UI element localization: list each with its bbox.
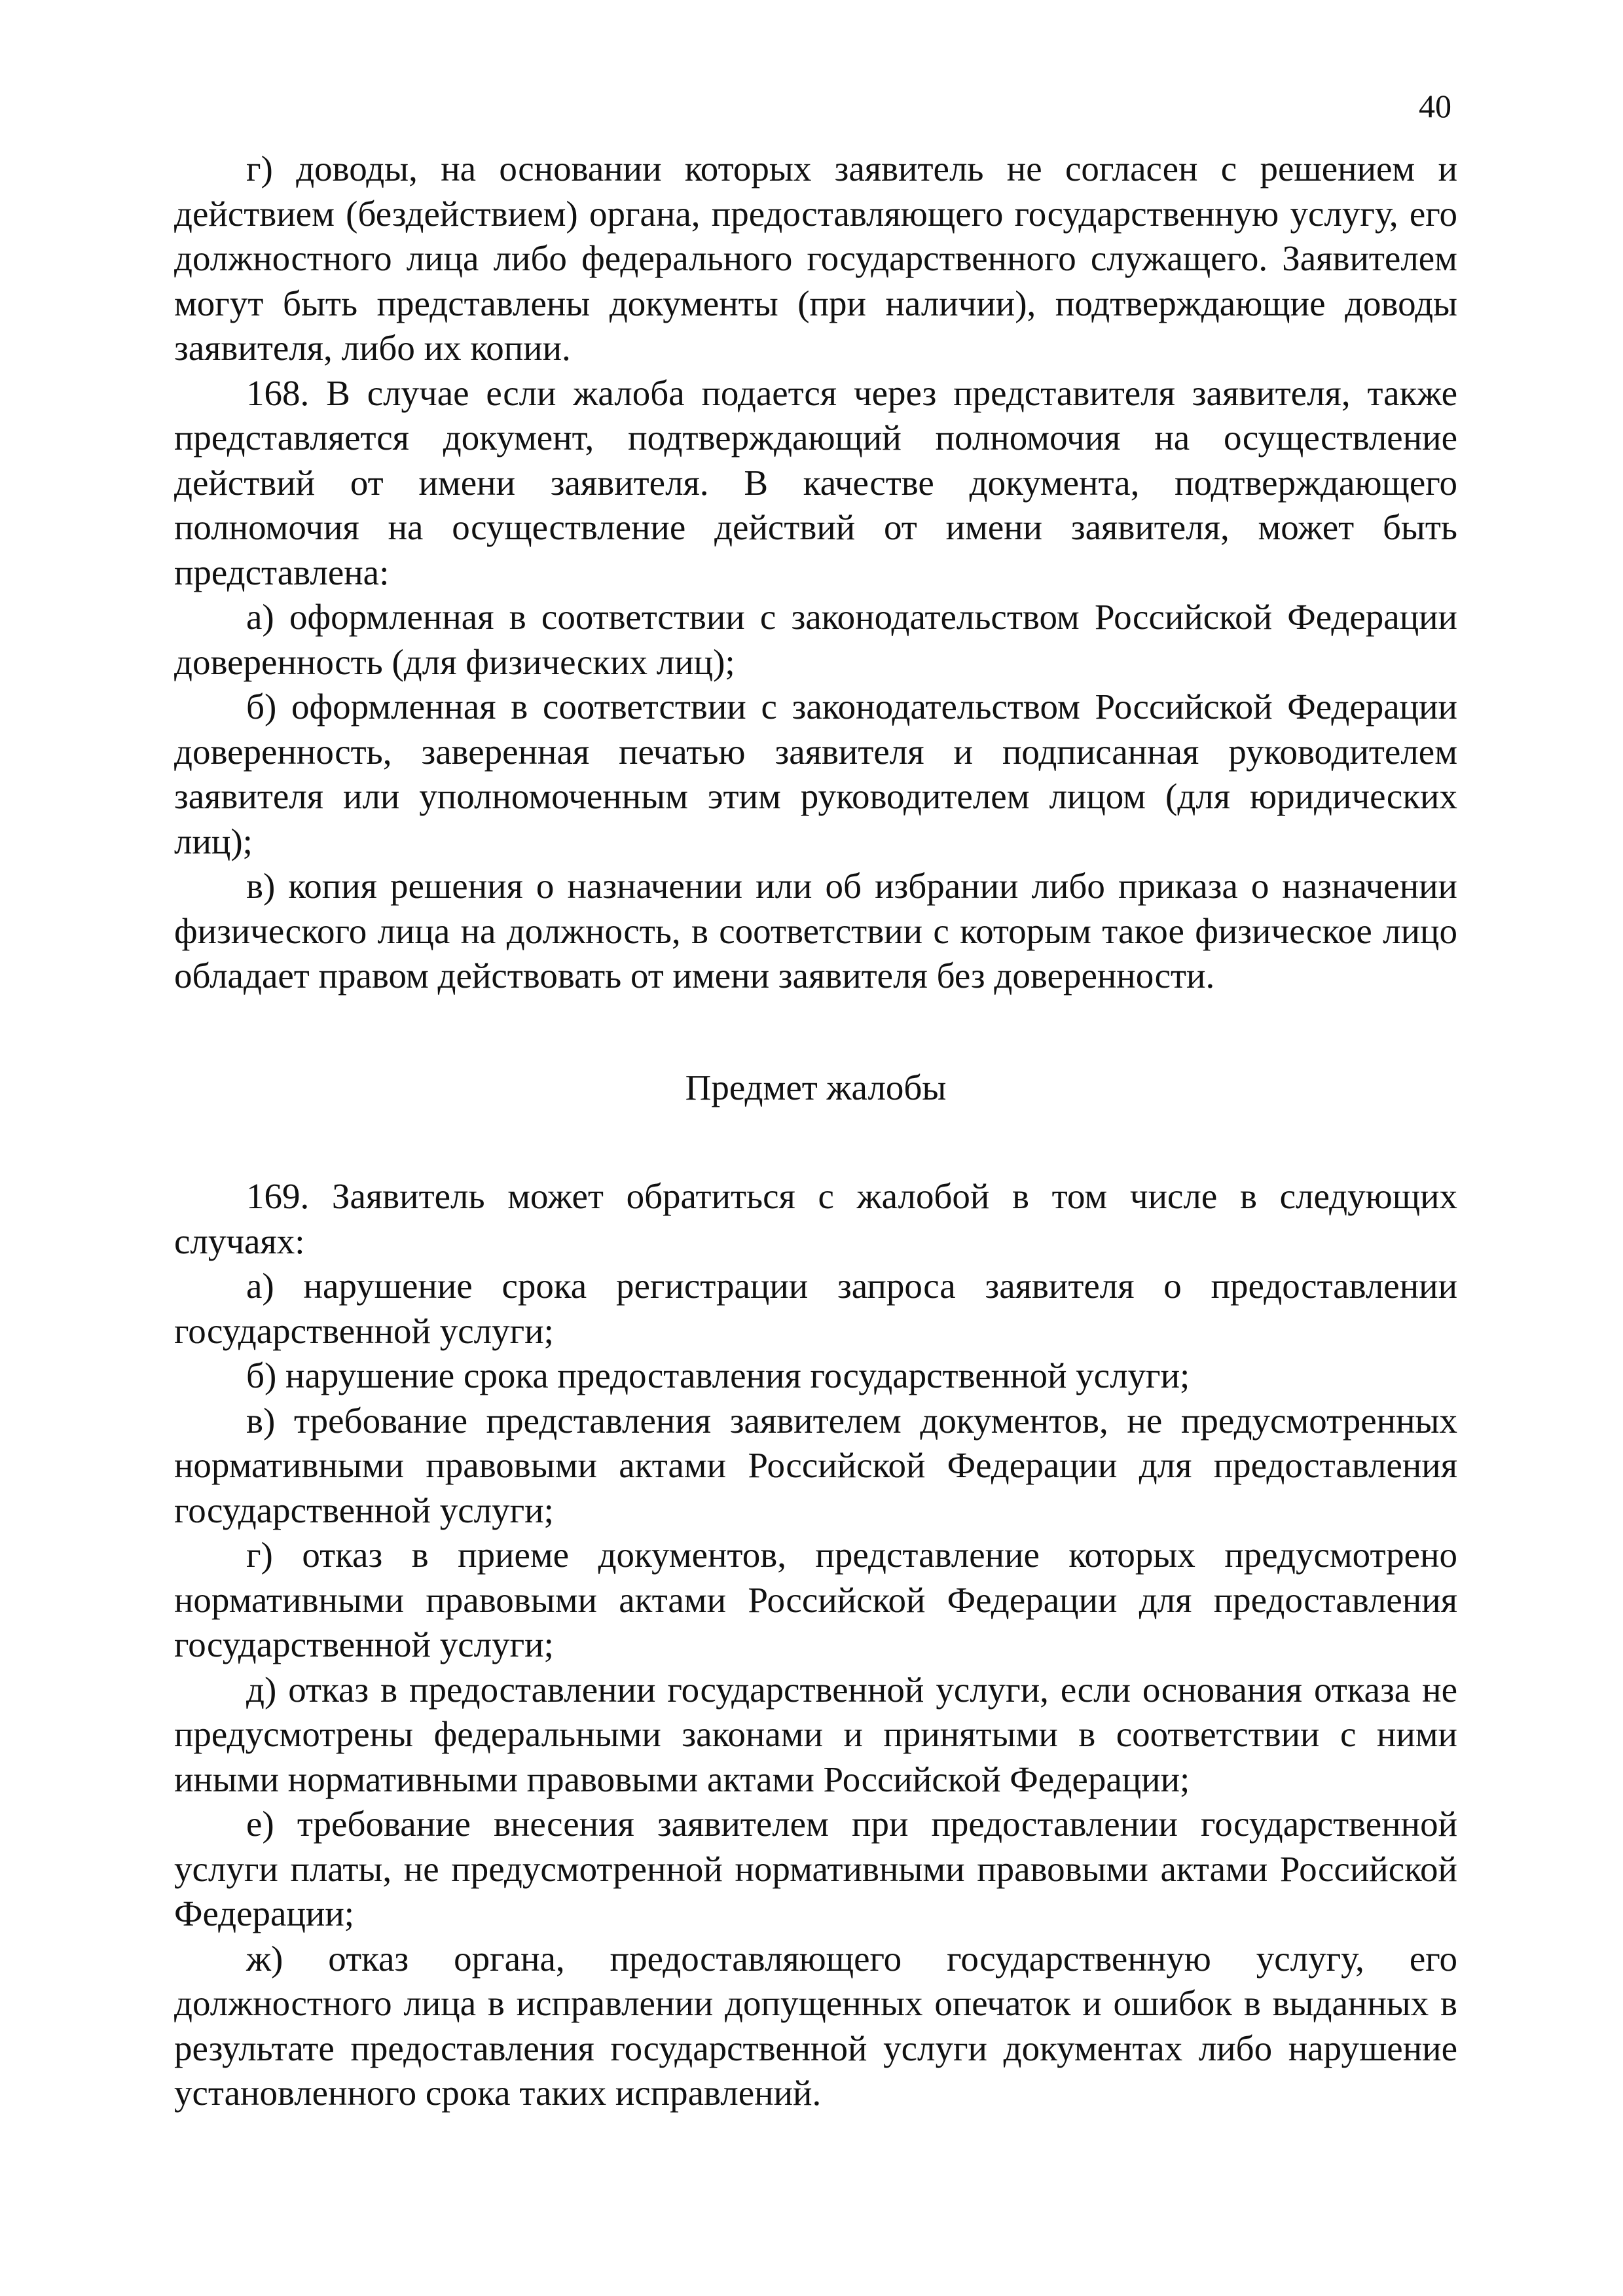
paragraph-item-b-power-of-attorney-legal-entities: б) оформленная в соответствии с законодательством Российской Федерации доверенность, заверенная печатью заявителя и подписанная руководителем заявителя или уполномоченным этим руководителем лицом (для юридических лиц);: [174, 687, 1457, 861]
list-item-a: а) нарушение срока регистрации запроса заявителя о предоставлении государственной услуги;: [174, 1266, 1457, 1351]
paragraph-168: 168. В случае если жалоба подается через представителя заявителя, также представляется документ, подтверждающий полномочия на осуществление действий от имени заявителя. В качестве документа, подтверждающего полномочия на осуществление действий от имени заявителя, может быть представлена:: [174, 372, 1457, 592]
document-body: [174, 147, 1457, 2116]
paragraph-169: 169. Заявитель может обратиться с жалобой в том числе в следующих случаях:: [174, 1176, 1457, 1261]
list-item-d: д) отказ в предоставлении государственной услуги, если основания отказа не предусмотрены федеральными законами и принятыми в соответствии с ними иными нормативными правовыми актами Российской Федерации;: [174, 1669, 1457, 1799]
list-item-g: г) отказ в приеме документов, представление которых предусмотрено нормативными правовыми актами Российской Федерации для предоставления государственной услуги;: [174, 1535, 1457, 1664]
section-heading: Предмет жалобы: [685, 1067, 947, 1107]
list-item-v: в) требование представления заявителем документов, не предусмотренных нормативными правовыми актами Российской Федерации для предоставления государственной услуги;: [174, 1400, 1457, 1530]
list-item-zh: ж) отказ органа, предоставляющего государственную услугу, его должностного лица в исправлении допущенных опечаток и ошибок в выданных в результате предоставления государственной услуги документах либо нарушение установленного срока таких исправлений.: [174, 1938, 1457, 2113]
paragraph-item-a-power-of-attorney-individuals: а) оформленная в соответствии с законодательством Российской Федерации доверенность (для физических лиц);: [174, 597, 1457, 682]
paragraph-item-v-appointment-copy: в) копия решения о назначении или об избрании либо приказа о назначении физического лица на должность, в соответствии с которым такое физическое лицо обладает правом действовать от имени заявителя без доверенности.: [174, 866, 1457, 996]
list-item-e: е) требование внесения заявителем при предоставлении государственной услуги платы, не предусмотренной нормативными правовыми актами Российской Федерации;: [174, 1804, 1457, 1933]
page-number: 40: [1419, 88, 1451, 124]
list-item-b: б) нарушение срока предоставления государственной услуги;: [246, 1355, 1190, 1395]
paragraph-item-g-arguments: г) доводы, на основании которых заявитель не согласен с решением и действием (бездействием) органа, предоставляющего государственную услугу, его должностного лица либо федерального государственного служащего. Заявителем могут быть представлены документы (при наличии), подтверждающие доводы заявителя, либо их копии.: [174, 149, 1457, 368]
